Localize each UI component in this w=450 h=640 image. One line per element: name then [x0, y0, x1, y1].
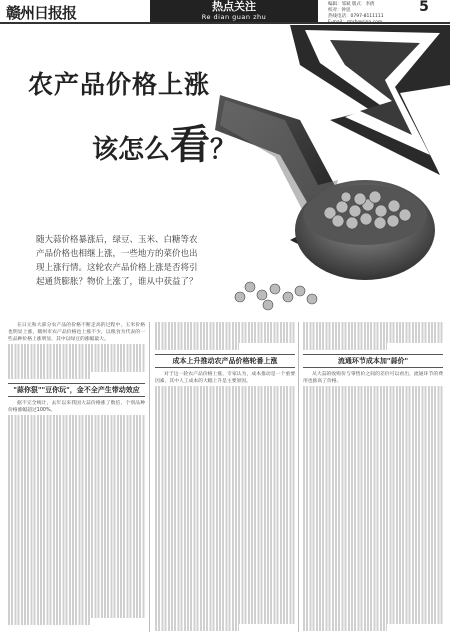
section-title-cn: 热点关注: [212, 0, 256, 13]
column-divider: [298, 322, 299, 632]
section-title-en: Re dian guan zhu: [201, 13, 267, 21]
headline-suffix: ？: [210, 135, 237, 165]
info-line: 编辑：邹斌 版式：李倩: [328, 2, 375, 7]
headline-line-2: [92, 113, 236, 170]
column-subhead: "蒜你狠""豆你玩"，金不全产生带动效应: [8, 383, 145, 397]
headline-line-1: 农产品价格上涨: [28, 70, 211, 99]
lead-paragraph: 随大蒜价格暴涨后，绿豆、玉米、白糖等农产品价格也相继上涨，一些地方的菜价也出现上涨行情。这轮农产品价格上涨是否将引起通货膨胀？物价上涨了，谁从中获益了？: [36, 235, 198, 287]
info-line: 校对：钟思: [328, 8, 351, 13]
column-divider: [149, 322, 150, 632]
paragraph: 对于这一轮农产品价格上涨，专家认为，成本推动是一个重要因素，其中人工成本的大幅上升是主要原因。: [155, 372, 295, 384]
headline-prefix: 该怎么: [92, 135, 171, 165]
paper-name: 赣州日报报: [6, 4, 77, 22]
article-column-2: [155, 322, 295, 631]
column-subhead: 成本上升推动农产品价格轮番上涨: [155, 354, 295, 368]
column-subhead: 流通环节成本加"蒜价": [303, 354, 443, 368]
section-band: [150, 0, 318, 22]
hero-illustration: [0, 25, 450, 317]
paragraph: 在日元和大部分农产品的价格不断走高的过程中，玉米价格也明显上涨，赣州市农产品价格也上涨不少，以粮食为代表的一些品种价格上涨明显，其中以绿豆的涨幅最大。: [8, 323, 145, 342]
masthead: [0, 0, 450, 22]
article-column-3: [303, 322, 443, 631]
masthead-rule: [0, 22, 450, 24]
paragraph: 从大蒜的收购价与零售价之间的差价可以看出，流通环节的费用也推高了价格。: [303, 372, 443, 384]
info-line: 热线电话：0797-8111111: [328, 14, 384, 19]
page-number: 5: [419, 0, 429, 15]
soybean-bowl-photo: [235, 180, 435, 310]
headline-emphasis: 看: [170, 121, 211, 168]
article-column-1: [8, 322, 145, 625]
paragraph: 据不完全统计，去年以来我国大蒜价格涨了数倍，个别品种价格涨幅超过100%。: [8, 401, 145, 413]
